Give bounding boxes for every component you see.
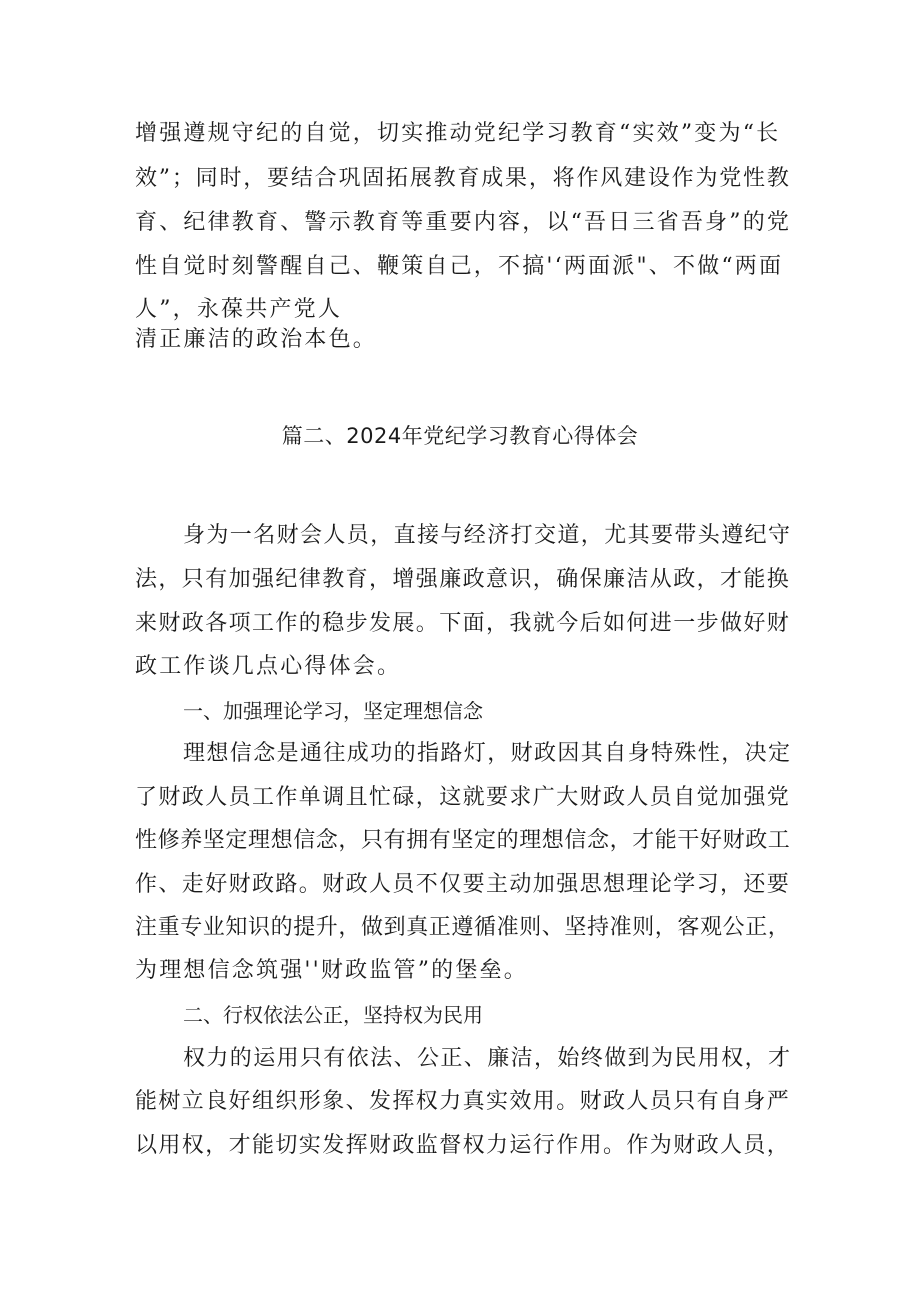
paragraph-line: 性自觉时刻警醒自己、鞭策自己，不搞'‘两面派"、不做“两面: [135, 254, 784, 279]
paragraph-line: 身为一名财会人员，直接与经济打交道，尤其要带头遵纪守: [183, 523, 792, 548]
article-title: 篇二、2024年党纪学习教育心得体会: [281, 424, 639, 448]
paragraph-line: 育、纪律教育、警示教育等重要内容，以“吾日三省吾身”的党: [135, 210, 792, 235]
paragraph-line: 增强遵规守纪的自觉，切实推动党纪学习教育“实效”变为“长: [135, 121, 781, 146]
paragraph-line: 性修养坚定理想信念，只有拥有坚定的理想信念，才能干好财政工: [135, 828, 791, 853]
paragraph-line: 人”，永葆共产党人: [135, 297, 343, 322]
paragraph-line: 为理想信念筑强''财政监管”的堡垒。: [135, 958, 528, 983]
section-heading: 二、行权依法公正，坚持权为民用: [183, 1003, 483, 1027]
paragraph-line: 能树立良好组织形象、发挥权力真实效用。财政人员只有自身严: [135, 1089, 791, 1114]
section-heading: 一、加强理论学习，坚定理想信念: [183, 699, 483, 723]
paragraph-line: 理想信念是通往成功的指路灯，财政因其自身特殊性，决定: [183, 741, 792, 766]
paragraph-line: 作、走好财政路。财政人员不仅要主动加强思想理论学习，还要: [135, 872, 791, 897]
paragraph-line: 法，只有加强纪律教育，增强廉政意识，确保廉洁从政，才能换: [135, 567, 791, 592]
paragraph-line: 来财政各项工作的稳步发展。下面，我就今后如何进一步做好财: [135, 611, 791, 636]
paragraph-line: 以用权，才能切实发挥财政监督权力运行作用。作为财政人员，: [135, 1133, 791, 1158]
paragraph-line: 了财政人员工作单调且忙碌，这就要求广大财政人员自觉加强党: [135, 785, 791, 810]
paragraph-line: 权力的运用只有依法、公正、廉洁，始终做到为民用权，才: [183, 1046, 792, 1071]
paragraph-line: 注重专业知识的提升，做到真正遵循准则、坚持准则，客观公正，: [135, 915, 791, 940]
paragraph-line: 清正廉洁的政治本色。: [135, 327, 378, 352]
paragraph-line: 效”；同时，要结合巩固拓展教育成果，将作风建设作为党性教: [135, 166, 791, 191]
paragraph-line: 政工作谈几点心得体会。: [135, 654, 402, 679]
